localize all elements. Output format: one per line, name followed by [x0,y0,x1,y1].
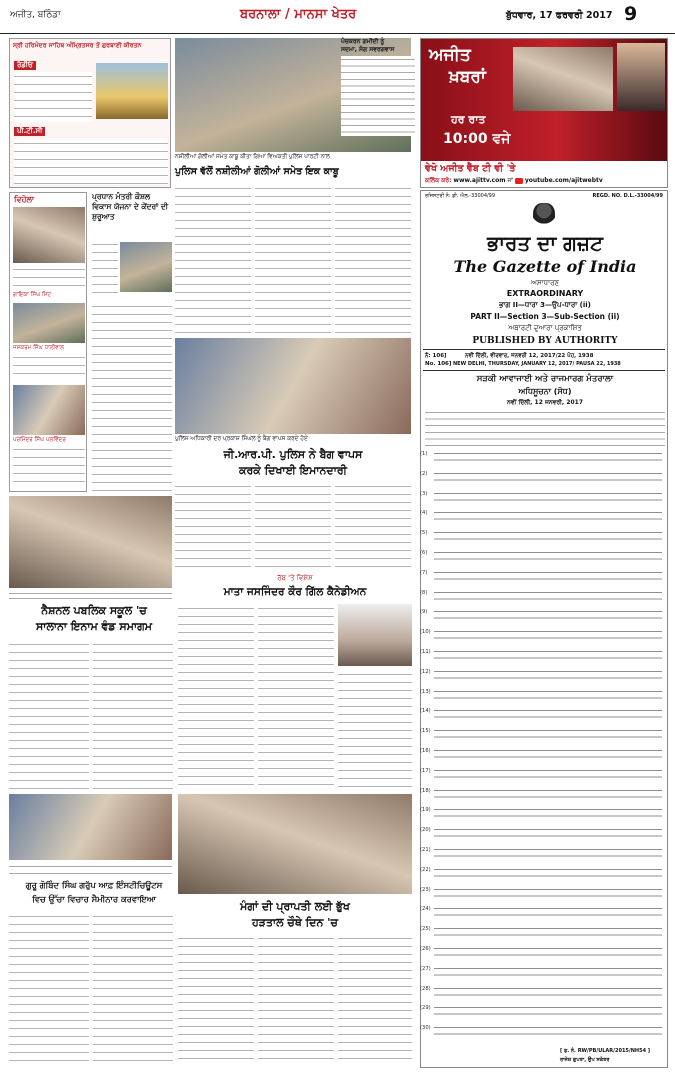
obit-body-col-2 [258,604,334,790]
singer-photo-2 [13,303,85,343]
gazette-divider [423,349,665,350]
right-top-headline-2: ਸਦਮਾ, ਸੋਗ ਸਵਰਗਵਾਸ [341,46,395,53]
story-pm-headline: ਪ੍ਰਧਾਨ ਮੰਤਰੀ ਕੌਸ਼ਲ ਵਿਕਾਸ ਯੋਜਨਾ ਦੇ ਕੇਂਦਰਾਂ ਦੀ ਸ਼ੁਰੂਆਤ [92,192,169,221]
obit-kicker: ਰੱਬ 'ਤੇ ਵਿਸ਼ੇਸ਼ [277,574,313,582]
gazette-row-text [434,965,662,981]
school-photo-caption [9,590,172,600]
gazette-extraordinary: EXTRAORDINARY [506,289,584,298]
gazette-row-number: (11) [420,649,431,655]
gazette-row-number: (10) [420,629,431,636]
gazette-part-punjabi: ਭਾਗ II—ਧਾਰਾ 3—ਉਪ-ਧਾਰਾ (ii) [499,301,591,309]
gazette-row-number: (30) [420,1025,431,1032]
gazette-schedule-row [420,846,666,864]
school-headline-1: ਨੈਸ਼ਨਲ ਪਬਲਿਕ ਸਕੂਲ 'ਚ [41,604,147,617]
gazette-schedule-row [420,767,666,785]
right-top-body [341,56,415,136]
gazette-place-date: ਨਵੀਂ ਦਿੱਲੀ, 12 ਜਨਵਰੀ, 2017 [507,399,583,406]
bag-body-col-2 [255,482,331,570]
gazette-row-text [434,688,662,704]
gazette-row-number: (9) [420,609,428,616]
singer-photo-3 [13,385,85,435]
masthead-date: ਬੁੱਧਵਾਰ, 17 ਫਰਵਰੀ 2017 [506,10,613,21]
gazette-schedule-row [420,707,666,725]
gazette-row-text [434,925,662,941]
seminar-headline-1: ਗੁਰੂ ਗੋਬਿੰਦ ਸਿੰਘ ਗਰੁੱਪ ਆਫ਼ ਇੰਸਟੀਚਿਊਟਸ [25,880,163,890]
gazette-row-text [434,866,662,882]
obit-headline: ਮਾਤਾ ਜਸਜਿੰਦਰ ਕੌਰ ਗਿੱਲ ਕੈਨੇਡੀਅਨ [223,586,367,598]
gazette-schedule-row [420,668,666,686]
bag-body-col-1 [175,482,251,570]
gazette-date-line-1: ਨਵੀਂ ਦਿੱਲੀ, ਵੀਰਵਾਰ, ਜਨਵਰੀ 12, 2017/22 ਪੋਹ, 1938 [465,353,594,359]
ad-or: ਜਾਂ [507,177,514,184]
gazette-row-text [434,945,662,961]
gazette-schedule-row [420,945,666,963]
gazette-row-text [434,490,662,506]
gazette-row-number: (27) [420,965,431,972]
gazette-schedule-row [420,628,666,646]
gazette-authority: PUBLISHED BY AUTHORITY [472,336,618,346]
gazette-row-text [434,1024,662,1040]
gazette-schedule-row [420,886,666,904]
school-headline-2: ਸਾਲਾਨਾ ਇਨਾਮ ਵੰਡ ਸਮਾਗਮ [35,620,153,633]
gazette-schedule-row [420,925,666,943]
gazette-row-text [434,767,662,783]
gazette-ministry: ਸੜਕੀ ਆਵਾਜਾਈ ਅਤੇ ਰਾਜਮਾਰਗ ਮੰਤਰਾਲਾ [476,374,614,384]
gazette-schedule-row [420,826,666,844]
gazette-schedule-row [420,1024,666,1042]
gazette-reg-right: REGD. NO. D.L.-33004/99 [592,193,663,199]
golden-temple-image [96,63,168,119]
strike-body-col-1 [178,934,254,1066]
strike-headline-2: ਹੜਤਾਲ ਚੌਥੇ ਦਿਨ 'ਚ [252,916,338,929]
gazette-row-text [434,668,662,684]
radio-schedule [14,72,92,122]
gazette-row-text [434,707,662,723]
gazette-divider-2 [423,370,665,371]
gazette-footer: [ ਫ. ਨੰ. RW/PB/ULAR/2015/NH54 ] [560,1048,651,1054]
strike-body-col-3 [338,934,412,1066]
gazette-row-text [434,509,662,525]
gazette-schedule-row [420,490,666,508]
bag-photo-caption: ਪੁਲਿਸ ਅਧਿਕਾਰੀ ਦਰ ਪ੍ਰਕਾਸ਼ ਸਿੰਘਲ ਨੂੰ ਬੈਗ ਵਾਪਸ ਕਰਦੇ ਹੋਏ [175,436,308,442]
left-feature-title: ਵਿਹੋਲਾ [14,195,35,204]
gazette-row-number: (23) [420,886,431,893]
gazette-row-number: (14) [420,708,431,715]
masthead [0,0,675,34]
ajit-webtv-ad [420,38,668,188]
gazette-schedule-row [420,589,666,607]
gazette-title-english: The Gazette of India [453,257,637,276]
gazette-row-number: (16) [420,748,431,754]
gazette-schedule-row [420,608,666,626]
left-feature-text-2 [13,353,85,381]
ad-photo-collage [513,47,613,111]
gazette-schedule-row [420,965,666,983]
gazette-schedule-row [420,529,666,547]
gazette-extraordinary-punjabi: ਅਸਾਧਾਰਣ [531,279,559,287]
left-feature-item-3: ਪਰਮਿੰਦਰ ਸਿੰਘ ਪਲਵਿੰਦਰ [13,437,66,443]
strike-headline-1: ਮੰਗਾਂ ਦੀ ਪ੍ਰਾਪਤੀ ਲਈ ਭੁੱਖ [240,900,350,913]
ptc-label: ਪੀ.ਟੀ.ਸੀ [14,127,45,136]
gazette-row-text [434,589,662,605]
right-top-story [341,38,415,136]
bag-body-col-3 [335,482,411,570]
left-feature-text-3 [13,445,85,489]
left-feature-text-1 [13,265,85,291]
gazette-row-number: (18) [420,787,431,794]
gazette-row-number: (8) [420,589,428,596]
left-feature-box [9,192,87,492]
ad-url-2[interactable]: youtube.com/ajitwebtv [524,177,603,184]
gazette-row-text [434,648,662,664]
strike-body-col-2 [258,934,334,1066]
gazette-schedule-row [420,866,666,884]
gazette-row-number: (6) [420,550,428,556]
gazette-row-number: (5) [420,530,428,537]
kirtan-title: ਸ੍ਰੀ ਹਰਿਮੰਦਰ ਸਾਹਿਬ ਅੰਮ੍ਰਿਤਸਰ ਤੋਂ ਗੁਰਬਾਣੀ ਕੀਰਤਨ [13,42,142,49]
gazette-row-text [434,747,662,763]
police-photo-caption: ਨਸ਼ੀਲੀਆਂ ਗੋਲੀਆਂ ਸਮੇਤ ਕਾਬੂ ਕੀਤਾ ਗਿਆ ਵਿਅਕਤੀ ਪੁਲਿਸ ਪਾਰਟੀ ਨਾਲ [175,154,330,160]
singer-photo-1 [13,207,85,263]
gazette-authority-punjabi: ਅਥਾਰਟੀ ਦੁਆਰਾ ਪ੍ਰਕਾਸ਼ਿਤ [508,324,582,332]
ad-time-label: ਹਰ ਰਾਤ [451,113,486,126]
gazette-row-text [434,886,662,902]
gazette-row-text [434,905,662,921]
ptc-schedule [14,139,168,185]
gazette-no-left-2: No. 106] [425,361,452,367]
gazette-row-number: (24) [420,906,431,913]
gazette-row-number: (7) [420,569,428,576]
left-feature-item-2: ਜਸਕਰਮ ਸਿੰਘ ਧਾਲੀਵਾਲ [13,345,65,351]
right-top-headline-1: ਪੰਚਕਰਨ ਗਮੀਦੀ ਨੂੰ [341,38,385,45]
school-body-col-2 [93,640,173,790]
gazette-title-punjabi: ਭਾਰਤ ਦਾ ਗਜ਼ਟ [487,231,603,255]
school-body-col-1 [9,640,89,790]
gazette-schedule-row [420,450,666,468]
gazette-row-text [434,806,662,822]
gazette-row-text [434,1004,662,1020]
gazette-row-text [434,549,662,565]
ad-title-2: ਖ਼ਬਰਾਂ [449,67,486,87]
gazette-row-number: (21) [420,847,431,853]
story-pm-photo [120,242,172,292]
gazette-row-number: (1) [420,451,428,457]
ad-see-label: ਵੇਖੋ ਅਜੀਤ ਵੈੱਬ ਟੀ ਵੀ 'ਤੇ [425,163,516,174]
ad-link-row [425,177,667,185]
gazette-schedule-row [420,806,666,824]
gazette-preamble [425,409,665,447]
gazette-row-text [434,529,662,545]
gazette-row-number: (4) [420,510,428,517]
gazette-reg-left: ਰਜਿਸਟਰੀ ਨੰ: ਡੀ. ਐਲ.-33004/99 [425,193,496,199]
ad-time: 10:00 ਵਜੇ [443,131,511,147]
story-pm-body [92,240,118,300]
gazette-schedule-row [420,905,666,923]
gazette-schedule-row [420,1004,666,1022]
police-body-col-2 [255,184,331,334]
bag-return-photo [175,338,411,434]
gazette-signer: ਰਾਜੇਸ਼ ਗੁਪਤਾ, ਉਪ ਸਕੱਤਰ [560,1057,610,1063]
gazette-schedule-row [420,569,666,587]
gazette-row-text [434,569,662,585]
gazette-row-number: (22) [420,866,431,873]
ad-url-1[interactable]: www.ajittv.com [453,177,506,184]
seminar-body-col-1 [9,912,89,1066]
gazette-date-line-2: NEW DELHI, THURSDAY, JANUARY 12, 2017/ PAUSA 22, 1938 [453,361,621,367]
gazette-schedule-row [420,509,666,527]
school-function-photo [9,496,172,588]
obit-portrait [338,604,412,666]
gazette-no-left-1: ਨੰ: 106] [425,353,447,359]
gazette-row-text [434,846,662,862]
gazette-schedule-row [420,727,666,745]
gazette-row-text [434,608,662,624]
seminar-body-col-2 [93,912,173,1066]
masthead-paper-name: ਬਰਨਾਲਾ / ਮਾਨਸਾ ਖੇਤਰ [240,7,357,22]
radio-label: ਰੇਡੀਓ [14,61,36,70]
gazette-row-text [434,787,662,803]
police-body-col-1 [175,184,251,334]
gazette-row-number: (29) [420,1005,431,1012]
gazette-notification: ਅਧਿਸੂਚਨਾ (ਸੋਧ) [518,387,572,396]
gazette-row-text [434,727,662,743]
gazette-row-number: (13) [420,688,431,695]
gazette-schedule-row [420,470,666,488]
story-pm-body-2 [92,302,172,492]
gazette-schedule-row [420,648,666,666]
kirtan-box [9,38,171,188]
seminar-photo [9,794,172,860]
gazette-row-number: (15) [420,728,431,735]
gazette-row-number: (19) [420,807,431,814]
seminar-caption [9,862,172,876]
gazette-row-text [434,470,662,486]
gazette-row-text [434,628,662,644]
gazette-schedule-row [420,787,666,805]
ashoka-emblem-icon [533,203,555,229]
gazette-row-number: (12) [420,668,431,675]
obit-body-col-1 [178,604,254,790]
page-number: 9 [624,3,638,25]
ad-anchor-photo [617,43,665,111]
obit-body-col-3 [338,670,412,790]
gazette-row-number: (3) [420,490,428,497]
gazette-row-number: (2) [420,470,428,477]
masthead-city: ਅਜੀਤ, ਬਠਿੰਡਾ [10,10,61,20]
gazette-schedule-row [420,747,666,765]
bag-headline-1: ਜੀ.ਆਰ.ਪੀ. ਪੁਲਿਸ ਨੇ ਬੈਗ ਵਾਪਸ [223,448,363,461]
gazette-row-number: (28) [420,985,431,992]
ad-title-1: ਅਜੀਤ [429,45,471,65]
police-body-col-3 [335,184,411,334]
gazette-part: PART II—Section 3—Sub-Section (ii) [470,312,620,321]
story-pm-kaushal [92,192,172,492]
gazette-row-text [434,450,662,466]
gazette-schedule-row [420,688,666,706]
youtube-icon [515,178,523,184]
police-headline: ਪੁਲਿਸ ਵੱਲੋਂ ਨਸ਼ੀਲੀਆਂ ਗੋਲੀਆਂ ਸਮੇਤ ਇਕ ਕਾਬੂ [175,166,339,177]
gazette-row-text [434,985,662,1001]
left-feature-item-1: ਗਾਇਕਾ ਸਿੰਘ ਸਿਟ [13,292,52,298]
gazette-row-number: (26) [420,946,431,952]
gazette-row-text [434,826,662,842]
gazette-row-number: (20) [420,827,431,834]
gazette-row-number: (25) [420,926,431,933]
ad-click-label: ਕਲਿੱਕ ਕਰੋ: [425,177,452,184]
gazette-schedule-row [420,985,666,1003]
seminar-headline-2: ਵਿਚ ਉੱਚਾ ਵਿਚਾਰ ਸੈਮੀਨਾਰ ਕਰਵਾਇਆ [32,894,156,904]
strike-photo [178,794,412,894]
gazette-row-number: (17) [420,767,431,774]
bag-headline-2: ਕਰਕੇ ਦਿਖਾਈ ਇਮਾਨਦਾਰੀ [238,464,347,477]
gazette-schedule-row [420,549,666,567]
